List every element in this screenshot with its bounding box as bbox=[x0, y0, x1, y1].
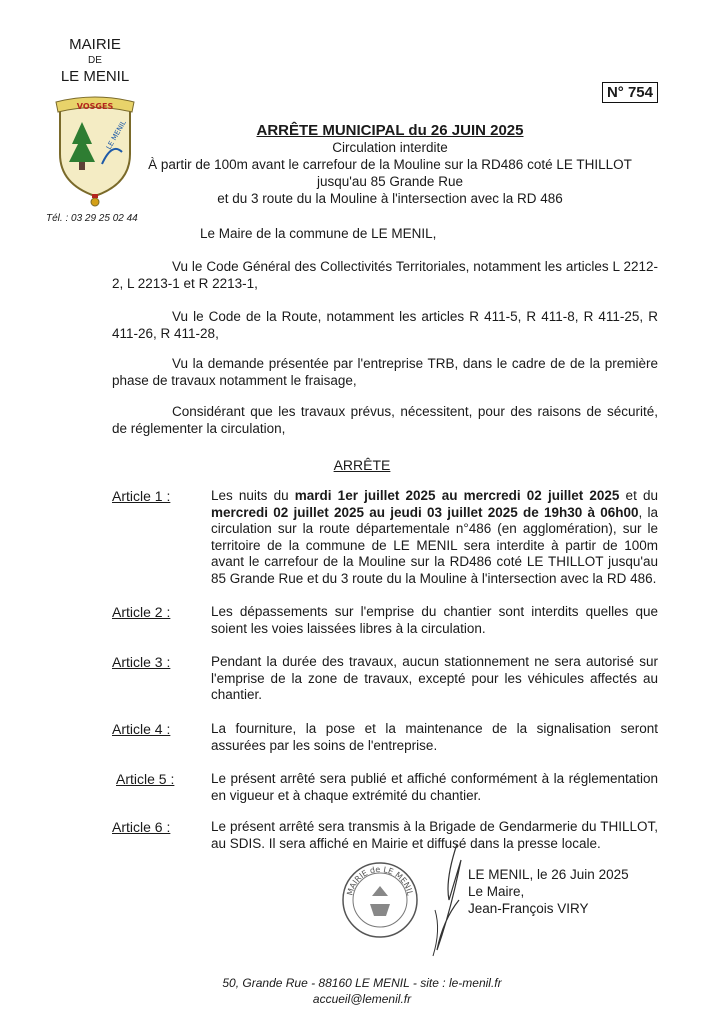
svg-text:LE MENIL: LE MENIL bbox=[104, 119, 128, 151]
preamble-request: Vu la demande présentée par l'entreprise TRB, dans le cadre de de la première phase de travaux notamment le fraisage, bbox=[112, 356, 658, 388]
article-5-label: Article 5 : bbox=[116, 771, 175, 787]
article-4-text: La fourniture, la pose et la maintenance de la signalisation seront assurées par les soins de l'entreprise. bbox=[211, 721, 658, 753]
signature-place-date: LE MENIL, le 26 Juin 2025 bbox=[468, 867, 629, 882]
coat-of-arms-logo bbox=[52, 92, 138, 212]
footer-address: 50, Grande Rue - 88160 LE MENIL - site : le-menil.fr bbox=[222, 976, 502, 990]
letterhead-line2: DE bbox=[88, 55, 102, 66]
svg-text:MAIRIE de LE MENIL: MAIRIE de LE MENIL bbox=[345, 864, 415, 897]
handwritten-signature bbox=[415, 840, 475, 960]
article-3-text: Pendant la durée des travaux, aucun stationnement ne sera autorisé sur l'emprise de la zone de travaux, excepté pour les véhicules affectés au chantier. bbox=[211, 654, 658, 702]
decree-subtitle: Circulation interdite bbox=[332, 140, 448, 155]
decree-header bbox=[130, 122, 650, 207]
signature-name: Jean-François VIRY bbox=[468, 901, 589, 916]
decree-number: N° 754 bbox=[602, 82, 658, 103]
letterhead-line1: MAIRIE bbox=[69, 36, 121, 53]
letterhead-line3: LE MENIL bbox=[60, 68, 130, 85]
article-1-text: Les nuits du mardi 1er juillet 2025 au mercredi 02 juillet 2025 et du mercredi 02 juillet 2025 au jeudi 03 juillet 2025 de 19h30 à 06h00, la circulation sur la route départementale n°486 (en agglomération), sur le territoire de la commune de LE MENIL sera interdite à partir de 100m avant le carrefour de la Mouline sur la RD486 coté LE THILLOT jusqu'au 85 Grande Rue et du 3 route du la Mouline à l'intersection avec la RD 486. bbox=[211, 488, 658, 586]
signature-role: Le Maire, bbox=[468, 884, 525, 899]
decree-scope-line1: À partir de 100m avant le carrefour de la Mouline sur la RD486 coté LE THILLOT bbox=[148, 157, 632, 172]
signature-block bbox=[468, 866, 629, 917]
article-2-label: Article 2 : bbox=[112, 604, 171, 620]
article-6-label: Article 6 : bbox=[112, 819, 171, 835]
arrete-heading: ARRÊTE bbox=[333, 457, 391, 473]
decree-scope-line3: et du 3 route du la Mouline à l'intersection avec la RD 486 bbox=[217, 191, 563, 206]
decree-scope-line2: jusqu'au 85 Grande Rue bbox=[317, 174, 463, 189]
official-stamp bbox=[340, 860, 420, 940]
letterhead bbox=[40, 36, 150, 86]
article-5-text: Le présent arrêté sera publié et affiché conformément à la réglementation en vigueur et à chaque extrémité du chantier. bbox=[211, 771, 658, 803]
decree-title: ARRÊTE MUNICIPAL du 26 JUIN 2025 bbox=[256, 122, 524, 139]
preamble-considering: Considérant que les travaux prévus, nécessitent, pour des raisons de sécurité, de réglementer la circulation, bbox=[112, 404, 658, 436]
preamble-cgct: Vu le Code Général des Collectivités Territoriales, notamment les articles L 2212-2, L 2213-1 et R 2213-1, bbox=[112, 259, 658, 291]
article-4-label: Article 4 : bbox=[112, 721, 171, 737]
preamble-code-route: Vu le Code de la Route, notamment les articles R 411-5, R 411-8, R 411-25, R 411-26, R 411-28, bbox=[112, 309, 658, 341]
article-3-label: Article 3 : bbox=[112, 654, 171, 670]
preamble-mayor: Le Maire de la commune de LE MENIL, bbox=[200, 226, 437, 241]
footer bbox=[0, 975, 724, 1007]
article-1-label: Article 1 : bbox=[112, 488, 171, 504]
article-2-text: Les dépassements sur l'emprise du chantier sont interdits quelles que soient les voies laissées libres à la circulation. bbox=[211, 604, 658, 636]
article-6-text: Le présent arrêté sera transmis à la Brigade de Gendarmerie du THILLOT, au SDIS. Il sera affiché en Mairie et diffusé dans la presse locale. bbox=[211, 819, 658, 851]
phone-number: Tél. : 03 29 25 02 44 bbox=[46, 213, 138, 224]
svg-text:VOSGES: VOSGES bbox=[76, 102, 114, 111]
footer-email: accueil@lemenil.fr bbox=[312, 992, 412, 1006]
